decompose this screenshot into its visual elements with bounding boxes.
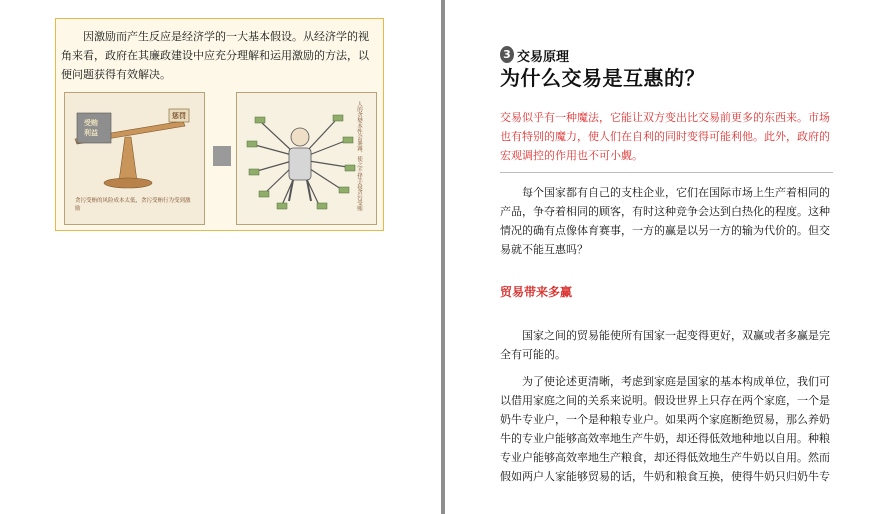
paragraph-3: 为了使论述更清晰，考虑到家庭是国家的基本构成单位，我们可以借用家庭之间的关系来说明。假设世界上只存在两个家庭，一个是奶牛专业户，一个是种粮专业户。如果两个家庭断绝贸易，那么养奶牛的专业户能够高效率地生产牛奶，却还得低效地种地以自用。种粮专业户能够高效率地生产粮食，却还得低效地生产牛奶以自用。然而假如两户人家能够贸易的话，牛奶和粮食互换，使得牛奶只归奶牛专 [500,375,830,483]
paragraph-1: 每个国家都有自己的支柱企业，它们在国际市场上生产着相同的产品，争夺着相同的顾客，有时这种竞争会达到白热化的程度。这种情况的确有点像体育赛事，一方的赢是以另一方的输为代价的。但交易就不能互惠吗？ [500,186,830,256]
intro-text: 交易似乎有一种魔法，它能让双方变出比交易前更多的东西来。市场也有特别的魔力，使人们在自利的同时变得可能利他。此外，政府的宏观调控的作用也不可小觑。 [500,111,830,162]
illustration-caption-1: 贪污受贿的风险成本太低，贪污受贿行为受到激励 [75,198,191,212]
weight-label-penalty: 惩罚 [172,111,186,120]
right-page [445,0,886,514]
highlight-box [55,18,384,231]
section-label: 交易原理 [517,50,570,65]
paragraph-2: 国家之间的贸易能使所有国家一起变得更好，双赢或者多赢是完全有可能的。 [500,329,830,361]
subheading: 贸易带来多赢 [500,285,573,299]
illustration-greedy-figure [236,92,377,225]
page-title: 为什么交易是互惠的？ [500,66,705,90]
left-page [0,0,441,514]
arrow-block [213,146,231,166]
divider [500,172,833,173]
illustration-caption-2: 人的贪婪本性会暴露，使之不择手段贪污受贿 [356,101,362,211]
illustration-scale [64,92,205,225]
section-number-badge: 3 [500,46,514,63]
weight-label-benefit: 受贿 利益 [84,118,98,137]
box-text: 因激励而产生反应是经济学的一大基本假设。从经济学的视角来看，政府在其廉政建设中应充分理解和运用激励的方法，以便问题获得有效解决。 [61,30,369,81]
